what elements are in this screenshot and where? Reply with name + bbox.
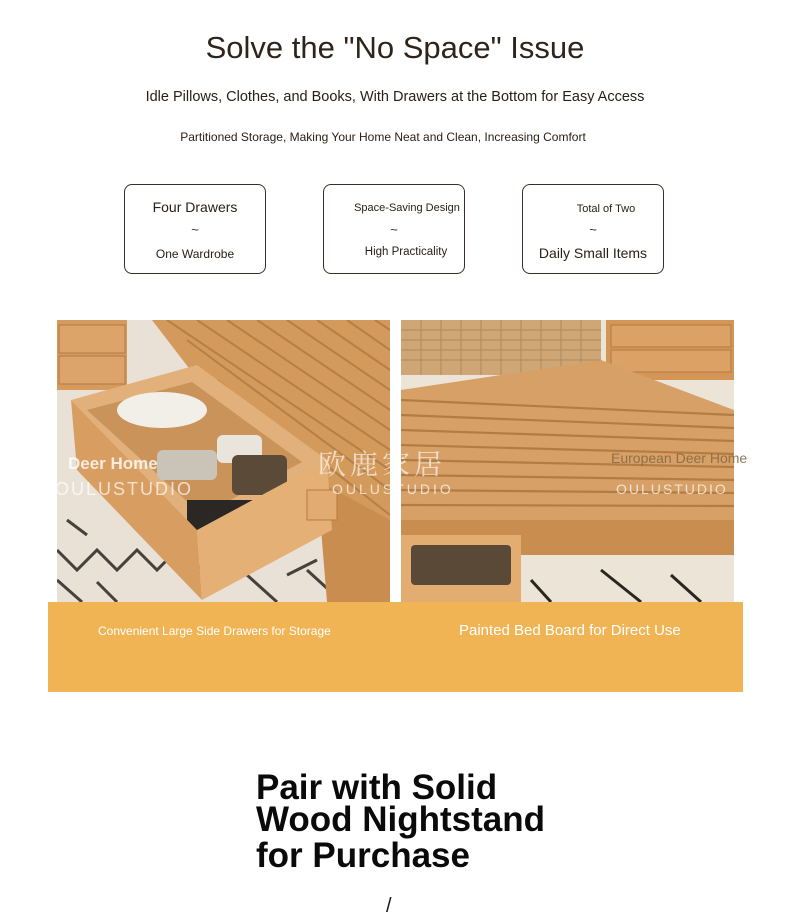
watermark-left: Deer Home bbox=[68, 454, 158, 473]
feature-card-total bbox=[522, 184, 664, 274]
feature-top-text: Total of Two bbox=[576, 203, 636, 215]
feature-bottom-text: High Practicality bbox=[364, 246, 448, 258]
wave-divider: ~ bbox=[191, 222, 199, 237]
promo-line-2: Wood Nightstand bbox=[256, 800, 546, 839]
feature-top-text: Four Drawers bbox=[152, 199, 238, 215]
feature-bottom-text: One Wardrobe bbox=[155, 247, 235, 261]
feature-card-space bbox=[323, 184, 465, 274]
caption-band bbox=[48, 602, 743, 692]
feature-bottom-text: Daily Small Items bbox=[538, 245, 648, 261]
promo-line-3: for Purchase bbox=[256, 836, 470, 875]
promo-heading bbox=[256, 770, 556, 874]
page-title: Solve the "No Space" Issue bbox=[205, 30, 585, 65]
decorative-slash: / bbox=[386, 895, 392, 917]
feature-card-drawers bbox=[124, 184, 266, 274]
watermark-right-sub: OULUSTUDIO bbox=[616, 481, 728, 497]
caption-right: Painted Bed Board for Direct Use bbox=[459, 622, 681, 639]
watermark-right: European Deer Home bbox=[611, 450, 748, 466]
subtitle: Idle Pillows, Clothes, and Books, With Drawers at the Bottom for Easy Access bbox=[145, 89, 645, 105]
watermark-center-sub: OULUSTUDIO bbox=[332, 481, 454, 497]
caption-left: Convenient Large Side Drawers for Storage bbox=[98, 624, 331, 638]
watermark-left-sub: OULUSTUDIO bbox=[55, 479, 194, 499]
wave-divider: ~ bbox=[390, 222, 398, 237]
tagline: Partitioned Storage, Making Your Home Neat and Clean, Increasing Comfort bbox=[180, 130, 586, 144]
watermark-center: 欧鹿家居 bbox=[318, 449, 447, 480]
wave-divider: ~ bbox=[589, 222, 597, 237]
promo-line-1: Pair with Solid bbox=[256, 768, 498, 807]
feature-top-text: Space-Saving Design bbox=[354, 202, 460, 214]
